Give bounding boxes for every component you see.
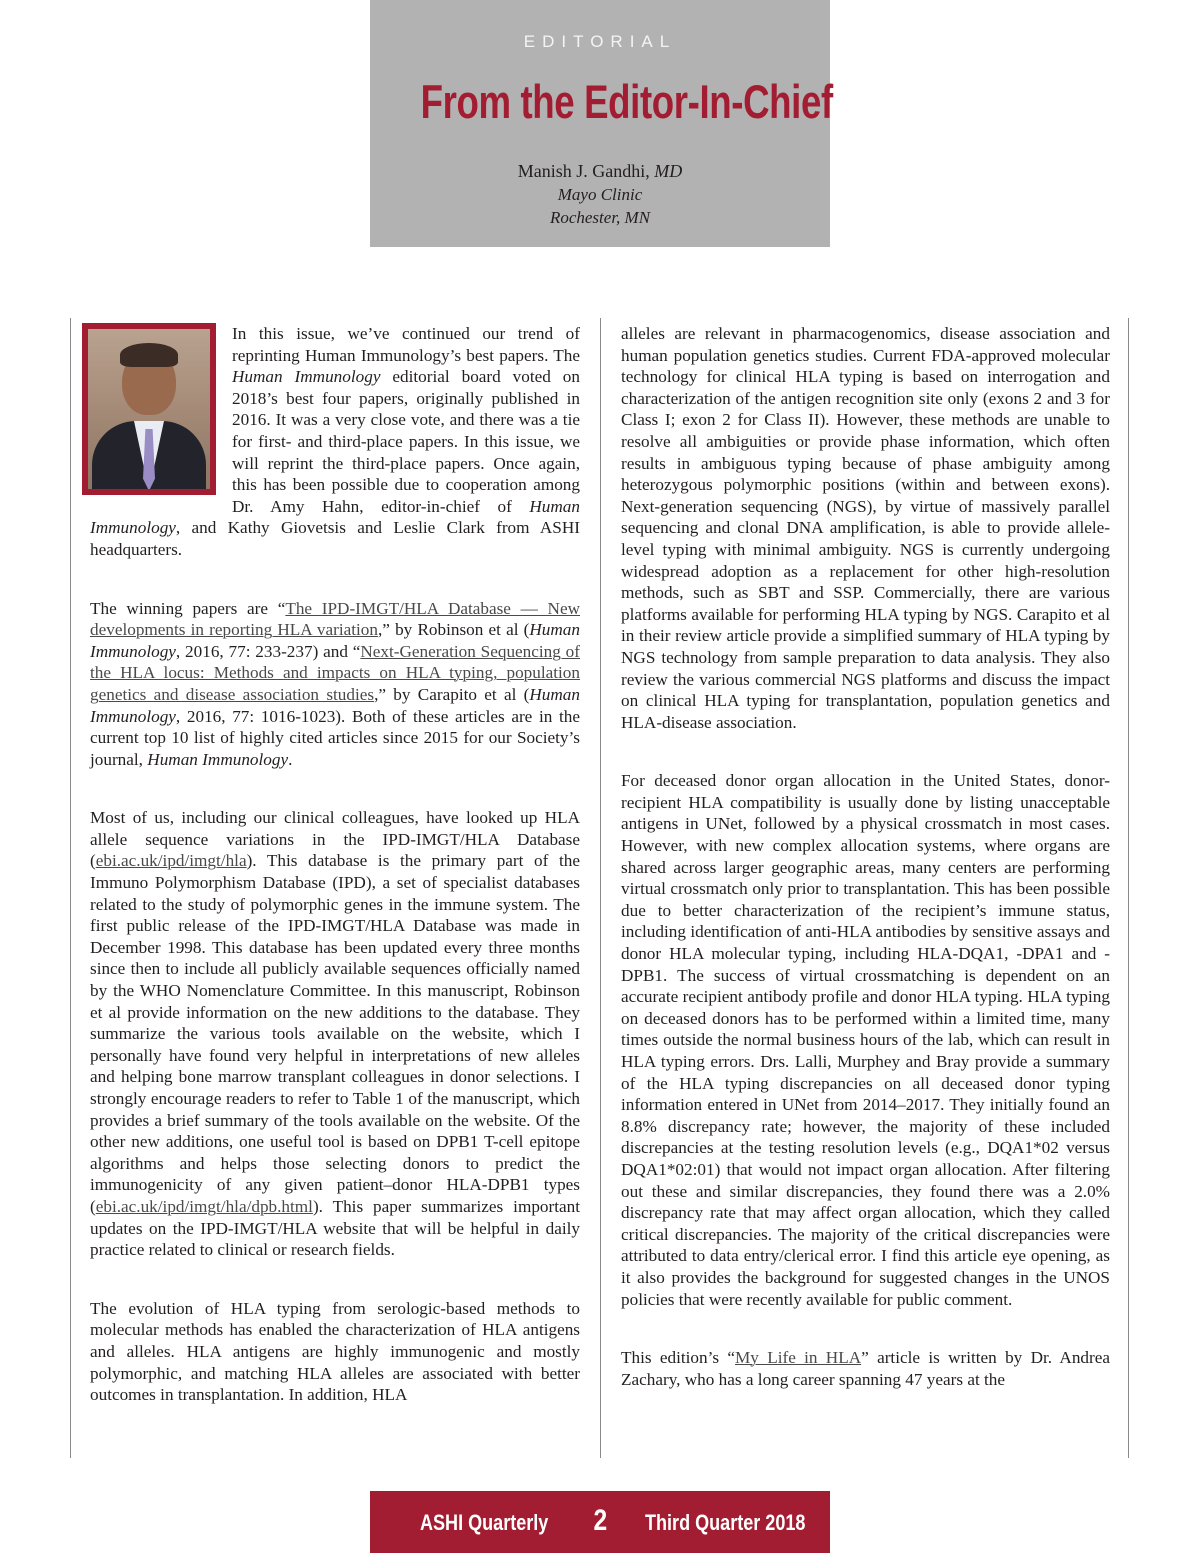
text-run: In this issue, we’ve continued our trend of reprinting Human Immunology’s best papers. The bbox=[232, 324, 580, 365]
journal-title-italic: Human Immunology bbox=[90, 620, 580, 661]
article-link[interactable]: My Life in HLA bbox=[735, 1348, 862, 1368]
text-run: For deceased donor organ allocation in the United States, donor-recipient HLA compatibility is usually done by listing unacceptable antigens in UNet, followed by a physical crossmatch in most cases. However, with new complex allocation systems, where organs are shared across larger geographic areas, many centers are performing virtual crossmatch only prior to transplantation. This has been possible due to better characterization of the recipient’s immune status, including identification of anti-HLA antibodies by sensitive assays and donor HLA molecular typing, including HLA-DQA1, -DPA1 and -DPB1. The success of virtual crossmatching is dependent on an accurate recipient antibody profile and donor HLA typing. HLA typing on deceased donors has to be performed within a limited time, many times outside the normal business hours of the lab, which can result in HLA typing errors. Drs. Lalli, Murphey and Bray provide a summary of the HLA typing discrepancies on all deceased donor typing information entered in UNet from 2014–2017. They initially found an 8.8% discrepancy rate; however, the majority of these included discrepancies at the testing resolution levels (e.g., DQA1*02 versus DQA1*02:01) that would not impact organ allocation. After filtering out these and similar discrepancies, they found there was a 2.0% discrepancy rate that may affect organ allocation, which they called critical discrepancies. The majority of the critical discrepancies were attributed to data entry/clerical error. I find this article eye opening, as it also provides the background for suggested changes in the UNOS policies that were recently available for public comment. bbox=[621, 771, 1110, 1309]
footer-publication: ASHI Quarterly bbox=[420, 1510, 549, 1535]
left-column bbox=[90, 323, 580, 1443]
text-run: alleles are relevant in pharmacogenomics, disease association and human population genetics studies. Current FDA-approved molecular technology for clinical HLA typing is based on interrogation and characterization of the antigen recognition site only (exons 2 and 3 for Class I; exon 2 for Class II). However, these methods are unable to resolve all ambiguities or provide phase information, which often results in ambiguous typing because of phase ambiguity among heterozygous polymorphic positions (within and between exons). Next-generation sequencing (NGS), by virtue of massively parallel sequencing and clonal DNA amplification, is able to provide allele-level typing with minimal ambiguity. NGS is currently undergoing widespread adoption as a replacement for other high-resolution methods, such as SBT and SSP. Commercially, there are various platforms available for performing HLA typing by NGS. Carapito et al in their review article provide a simplified summary of HLA typing by NGS technology from sample preparation to data analysis. They also review the various commercial NGS platforms and discuss the impact on clinical HLA typing for transplantation, population genetics and HLA-disease association. bbox=[621, 324, 1110, 732]
paragraph bbox=[621, 770, 1110, 1310]
paragraph bbox=[90, 598, 580, 771]
author-degree: MD bbox=[654, 161, 683, 181]
journal-title-italic: Human Immunology bbox=[90, 496, 580, 538]
text-run: This edition’s “ bbox=[621, 1348, 736, 1368]
text-run: ,” by Robinson et al ( bbox=[377, 620, 530, 640]
text-run: editorial board voted on 2018’s best four papers, originally published in 2016. It was a very close vote, and there was a tie for first- and third-place papers. In this issue, we will reprint the third-place papers. Once again, this has been possible due to cooperation among Dr. Amy Hahn, editor-in-chief of bbox=[232, 367, 580, 516]
paragraph bbox=[621, 323, 1110, 733]
author-location: Rochester, MN bbox=[549, 208, 651, 227]
journal-title-italic: Human Immunology bbox=[90, 684, 580, 726]
article-link[interactable]: Next-Generation Sequencing of the HLA locus: Methods and impacts on HLA typing, population genetics and disease association studies bbox=[90, 641, 580, 704]
text-run: The winning papers are “ bbox=[90, 598, 286, 618]
text-run: Most of us, including our clinical colleagues, have looked up HLA allele sequence variations in the IPD-IMGT/HLA Database ( bbox=[90, 808, 580, 871]
footer-issue: Third Quarter 2018 bbox=[645, 1510, 806, 1535]
text-run: ). This database is the primary part of the Immuno Polymorphism Database (IPD), a set of specialist databases related to the study of polymorphic genes in the immune system. The first public release of the IPD-IMGT/HLA Database was made in December 1998. This database has been updated every three months since then to include all publicly available sequences officially named by the WHO Nomenclature Committee. In this manuscript, Robinson et al provide information on the new additions to the database. They summarize the various tools available on the website, which I personally have found very helpful in interpretations of new alleles and helping bone marrow transplant colleagues in donor selections. I strongly encourage readers to refer to Table 1 of the manuscript, which provides a brief summary of the tools available on the website. Of the other new additions, one useful tool is based on DPB1 T-cell epitope algorithms and helps those selecting donors to predict the immunogenicity of any given patient–donor HLA-DPB1 types ( bbox=[90, 851, 580, 1216]
journal-title-italic: Human Immunology bbox=[232, 367, 381, 387]
journal-title-italic: Human Immunology bbox=[147, 749, 289, 769]
text-run: , 2016, 77: 233-237) and “ bbox=[175, 641, 361, 661]
text-run: , 2016, 77: 1016-1023). Both of these articles are in the current top 10 list of highly cited articles since 2015 for our Society’s journal, bbox=[90, 706, 580, 769]
author-name: Manish J. Gandhi, bbox=[517, 161, 655, 181]
author-photo bbox=[82, 323, 216, 495]
text-run: The evolution of HLA typing from serologic-based methods to molecular methods has enabled the characterization of HLA antigens and alleles. HLA antigens are highly immunogenic and mostly polymorphic, and matching HLA alleles are associated with better outcomes in transplantation. In addition, HLA bbox=[90, 1298, 580, 1405]
header-box bbox=[370, 0, 833, 247]
article-link[interactable]: ebi.ac.uk/ipd/imgt/hla bbox=[95, 851, 247, 871]
paragraph bbox=[621, 1347, 1110, 1390]
section-kicker: EDITORIAL bbox=[523, 32, 677, 51]
text-run: , and Kathy Giovetsis and Leslie Clark from ASHI headquarters. bbox=[90, 518, 580, 559]
text-run: . bbox=[288, 749, 293, 769]
column-divider-left bbox=[70, 318, 71, 1458]
page-number: 2 bbox=[593, 1504, 608, 1537]
article-link[interactable]: The IPD-IMGT/HLA Database — New developments in reporting HLA variation bbox=[90, 598, 580, 640]
author-affiliation: Mayo Clinic bbox=[557, 185, 643, 204]
text-run: ,” by Carapito et al ( bbox=[374, 684, 530, 704]
author-block bbox=[370, 160, 830, 229]
page-title: From the Editor-In-Chief bbox=[420, 75, 833, 128]
right-column bbox=[621, 323, 1110, 1427]
text-run: ). This paper summarizes important updates on the IPD-IMGT/HLA website that will be helpful in daily practice related to clinical or research fields. bbox=[90, 1196, 580, 1260]
footer-bar bbox=[370, 1491, 830, 1553]
text-run: ” article is written by Dr. Andrea Zachary, who has a long career spanning 47 years at the bbox=[621, 1348, 1111, 1389]
paragraph bbox=[90, 1298, 580, 1406]
article-link[interactable]: ebi.ac.uk/ipd/imgt/hla/dpb.html bbox=[95, 1196, 313, 1216]
column-divider-right bbox=[1128, 318, 1129, 1458]
author-portrait-image bbox=[88, 329, 210, 489]
paragraph bbox=[90, 807, 580, 1260]
column-divider-middle bbox=[600, 318, 601, 1458]
